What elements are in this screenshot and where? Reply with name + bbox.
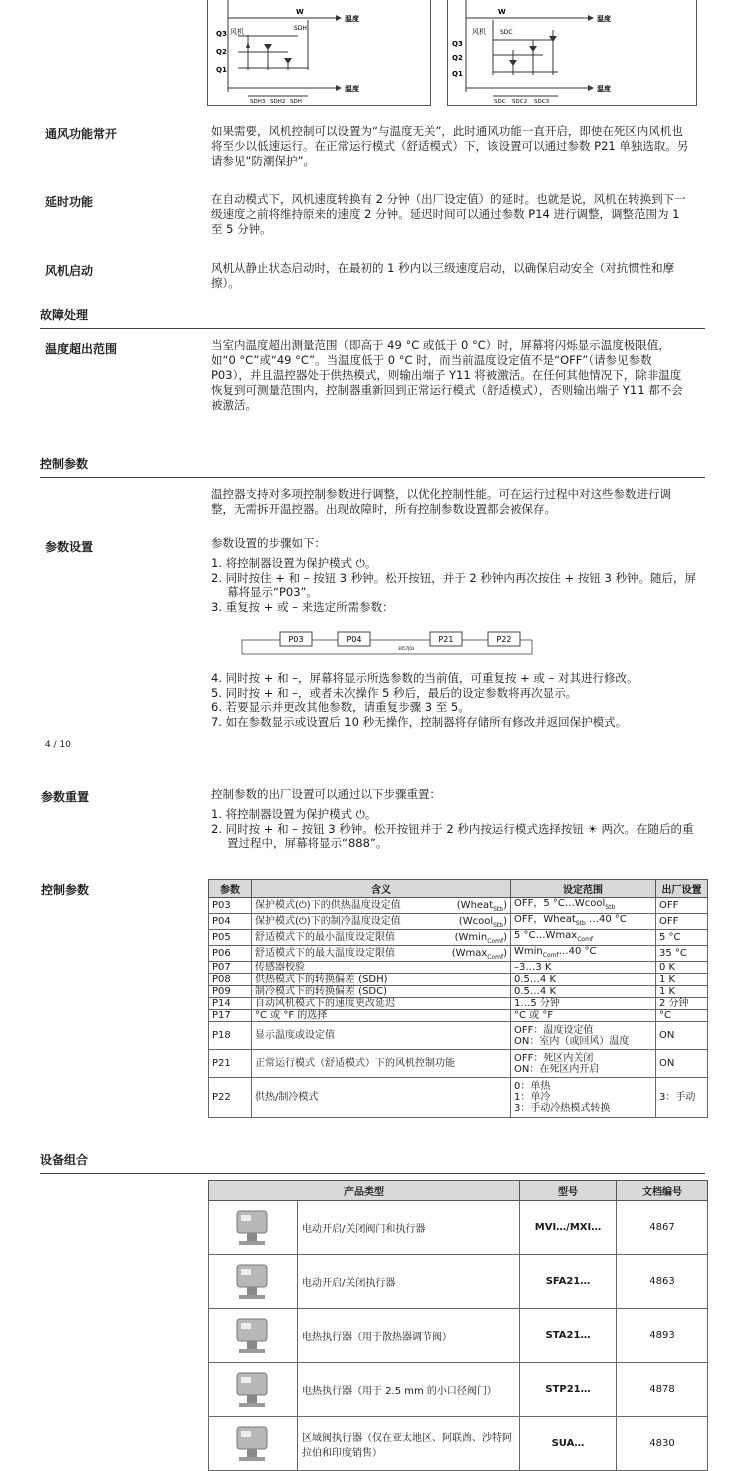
range-main: °C 或 °F: [514, 1010, 554, 1021]
ptable-cell-range: [511, 914, 656, 930]
ptable-p21-range-2: ON：在死区内开启: [514, 1063, 600, 1075]
param-table: [208, 879, 708, 1118]
dtable-h-type: 产品类型: [209, 1181, 520, 1201]
range-sub: Stb: [605, 904, 616, 911]
ventilation-label: 通风功能常开: [45, 127, 118, 141]
fault-heading: 故障处理: [40, 306, 705, 329]
table-row: [209, 998, 708, 1010]
ptable-cell-factory: [656, 974, 708, 986]
heating-q1: Q1: [216, 66, 227, 74]
param-meaning: 自动风机模式下的速度更改延迟: [255, 998, 395, 1009]
param-id: P06: [212, 948, 231, 959]
table-row: [209, 1363, 708, 1417]
fanstart-label: 风机启动: [45, 264, 94, 278]
zone-valve-actuator-icon: [209, 1417, 298, 1471]
paramset-step-6: 6. 若要显示并更改其他参数，请重复步骤 3 至 5。: [211, 700, 470, 714]
table-row: [209, 930, 708, 946]
param-id: P17: [212, 1010, 231, 1021]
ptable-p22-range-1: 0：单热: [514, 1081, 551, 1092]
ptable-cell-factory: [656, 962, 708, 974]
table-row: [209, 962, 708, 974]
delay-label: 延时功能: [45, 195, 94, 209]
cooling-temp-label: 温度: [597, 15, 611, 23]
range-main: 1…5 分钟: [514, 998, 560, 1009]
table-row: [209, 1010, 708, 1022]
cooling-fan-label: 风机: [472, 28, 486, 36]
paramtable-label: 控制参数: [41, 883, 90, 897]
factory-value: 0 K: [659, 962, 676, 973]
param-meaning: 制冷模式下的转换偏差 (SDC): [255, 986, 388, 997]
table-row: [209, 986, 708, 998]
ptable-cell-meaning: [252, 974, 511, 986]
paramset-intro: 参数设置的步骤如下：: [211, 536, 326, 550]
ptable-cell-meaning: [252, 1010, 511, 1022]
page-number: 4 / 10: [45, 740, 71, 750]
cycle-p21: P21: [438, 635, 454, 644]
ptable-cell-id: [209, 1010, 252, 1022]
param-meaning: 舒适模式下的最小温度设定限值: [255, 932, 395, 943]
device-model: MVI…/MXI…: [520, 1201, 617, 1255]
ptable-p22-id: P22: [209, 1078, 252, 1118]
device-model: SUA…: [520, 1417, 617, 1471]
ptable-cell-factory: [656, 946, 708, 962]
ctrlparams-text: 温控器支持对多项控制参数进行调整，以优化控制性能。可在运行过程中对这些参数进行调整，无需拆开温控器。出现故障时，所有控制参数设置都会被保存。: [211, 487, 671, 516]
range-end: …40 °C: [585, 914, 627, 925]
device-table: [208, 1180, 708, 1471]
paramset-label: 参数设置: [45, 540, 94, 554]
cycle-p04: P04: [346, 635, 362, 644]
param-id: P09: [212, 986, 231, 997]
table-row: [209, 974, 708, 986]
cooling-q1: Q1: [452, 70, 463, 78]
ptable-p21-meaning: 正常运行模式（舒适模式）下的风机控制功能: [252, 1050, 511, 1078]
ptable-cell-meaning: [252, 898, 511, 914]
param-symbol-main: (Wmax: [451, 948, 488, 959]
reset-step-1: 1. 将控制器设置为保护模式 ⏻。: [211, 807, 377, 821]
ptable-cell-range: [511, 1010, 656, 1022]
cooling-q3: Q3: [452, 40, 463, 48]
ptable-cell-id: [209, 986, 252, 998]
thermal-actuator-small-icon: [209, 1363, 298, 1417]
ctrlparams-heading: 控制参数: [40, 455, 705, 478]
reset-label: 参数重置: [41, 790, 90, 804]
outofrange-text: 当室内温度超出测量范围（即高于 49 °C 或低于 0 °C）时，屏幕将闪烁显示温度极限值，如“0 °C”或“49 °C”。当温度低于 0 °C 时，而当前温度设定值不是“OFF”（请参见参数 P03），并且温控器处于供热模式，则输出端子 Y11 将被激活。在任何其他情况下，除非温度恢复到可测量范围内，控制器重新回到正常运行模式（舒适模式），否则输出端子 Y11 都不会被激活。: [211, 338, 683, 412]
range-sub: Comf: [577, 936, 594, 943]
param-meaning: 供热模式下的转换偏差 (SDH): [255, 974, 388, 985]
cooling-q2: Q2: [452, 54, 463, 62]
table-row: [209, 898, 708, 914]
param-symbol-sub: Stb: [493, 906, 504, 913]
range-sub: Comf: [542, 952, 559, 959]
ptable-cell-range: [511, 946, 656, 962]
ptable-h-param: 参数: [209, 880, 252, 898]
ptable-cell-meaning: [252, 986, 511, 998]
reset-step-2: 2. 同时按 + 和 – 按钮 3 秒钟。松开按钮并于 2 秒内按运行模式选择按钮 ☀ 两次。在随后的重置过程中，屏幕将显示“888”。: [211, 821, 694, 850]
range-main: 0.5…4 K: [514, 986, 557, 997]
fanstart-text: 风机从静止状态启动时，在最初的 1 秒内以三级速度启动，以确保启动安全（对抗惯性和摩擦）。: [211, 261, 675, 290]
ptable-cell-id: [209, 946, 252, 962]
param-id: P04: [212, 916, 231, 927]
table-row: [209, 1309, 708, 1363]
cycle-p03: P03: [288, 635, 304, 644]
dtable-h-model: 型号: [520, 1181, 617, 1201]
param-id: P07: [212, 962, 231, 973]
param-meaning: 保护模式(⏻)下的制冷温度设定值: [255, 916, 401, 927]
ptable-cell-factory: [656, 898, 708, 914]
ptable-p18-range-2: ON：室内（或回风）温度: [514, 1035, 630, 1047]
ptable-cell-factory: [656, 914, 708, 930]
cooling-bottom-3: SDC3: [534, 99, 550, 105]
ptable-cell-id: [209, 962, 252, 974]
ptable-cell-factory: [656, 1010, 708, 1022]
thermal-actuator-icon: [209, 1309, 298, 1363]
factory-value: OFF: [659, 900, 679, 911]
ptable-cell-id: [209, 974, 252, 986]
ptable-cell-meaning: [252, 962, 511, 974]
cycle-p22: P22: [496, 635, 512, 644]
range-end: …40 °C: [558, 946, 597, 957]
param-symbol-sub: Stb: [493, 922, 504, 929]
valve-actuator-icon: [209, 1201, 298, 1255]
delay-text: 在自动模式下，风机速度转换有 2 分钟（出厂设定值）的延时。也就是说，风机在转换到下一级速度之前将维持原来的速度 2 分钟。延迟时间可以通过参数 P14 进行调整，调整范围为 1 至 5 分钟。: [211, 192, 686, 236]
factory-value: 2 分钟: [659, 998, 689, 1009]
paramset-step-7: 7. 如在参数显示或设置后 10 秒无操作，控制器将存储所有修改并返回保护模式。: [211, 714, 628, 729]
range-main: Wmin: [514, 946, 543, 957]
param-symbol-main: (Wcool: [458, 916, 494, 927]
table-row: [209, 1022, 708, 1050]
ptable-p22-meaning: 供热/制冷模式: [252, 1078, 511, 1118]
ventilation-text: 如果需要，风机控制可以设置为“与温度无关”，此时通风功能一直开启，即使在死区内风机也将至少以低速运行。在正常运行模式（舒适模式）下，该设置可以通过参数 P21 单独选取。另请参见“防潮保护”。: [211, 124, 689, 168]
ptable-p22-range-3: 3：手动冷热模式转换: [514, 1103, 611, 1114]
reset-steps: [211, 807, 701, 851]
ptable-p21-range-1: OFF：死区内关闭: [514, 1052, 594, 1064]
ptable-p18-range: [511, 1022, 656, 1050]
heating-diagram-svg: [208, 0, 430, 105]
ptable-cell-factory: [656, 930, 708, 946]
device-doc-number: 4893: [617, 1309, 708, 1363]
param-meaning: °C 或 °F 的选择: [255, 1010, 328, 1021]
factory-value: 1 K: [659, 986, 676, 997]
param-symbol-main: (Wmin: [454, 932, 488, 943]
factory-value: 5 °C: [659, 932, 681, 943]
cooling-temp-label-2: 温度: [597, 85, 611, 93]
cooling-diagram-svg: [448, 0, 696, 105]
outofrange-label: 温度超出范围: [45, 342, 118, 356]
cooling-bottom-2: SDC2: [512, 99, 528, 105]
param-id: P05: [212, 932, 231, 943]
param-symbol-end: ): [503, 916, 507, 927]
table-row: [209, 1050, 708, 1078]
heating-temp-label: 温度: [345, 15, 359, 23]
param-symbol-main: (Wheat: [456, 900, 494, 911]
param-id: P14: [212, 998, 231, 1009]
paramset-step-4: 4. 同时按 + 和 –，屏幕将显示所选参数的当前值，可重复按 + 或 – 对其进行修改。: [211, 671, 639, 685]
ptable-cell-id: [209, 998, 252, 1010]
ptable-cell-factory: [656, 986, 708, 998]
table-row: [209, 946, 708, 962]
heating-bottom-1: SDH3: [250, 99, 266, 105]
ptable-body: [209, 898, 708, 1022]
range-main: OFF，Wheat: [514, 914, 576, 925]
heating-diagram: [207, 0, 431, 106]
param-symbol-end: ): [503, 900, 507, 911]
ptable-cell-range: [511, 962, 656, 974]
cooling-diagram: [447, 0, 697, 106]
device-description: 电热执行器（用于散热器调节阀）: [298, 1309, 520, 1363]
param-symbol-end: ): [503, 932, 507, 943]
paramset-steps: [211, 556, 701, 614]
range-sub: Stb: [575, 920, 586, 927]
paramset-step-3: 3. 重复按 + 或 – 来选定所需参数：: [211, 599, 394, 614]
cooling-bottom-1: SDC: [494, 99, 506, 105]
device-doc-number: 4830: [617, 1417, 708, 1471]
device-description: 电动开启/关闭阀门和执行器: [298, 1201, 520, 1255]
cooling-w: W: [498, 8, 506, 16]
dtable-h-doc: 文档编号: [617, 1181, 708, 1201]
ptable-cell-id: [209, 914, 252, 930]
ptable-p21-id: P21: [209, 1050, 252, 1078]
dtable-body: [209, 1201, 708, 1471]
factory-value: 1 K: [659, 974, 676, 985]
param-id: P03: [212, 900, 231, 911]
ptable-p18-factory: ON: [656, 1022, 708, 1050]
heating-bottom-2: SDH2: [270, 99, 286, 105]
factory-value: °C: [659, 1010, 671, 1021]
device-description: 电热执行器（用于 2.5 mm 的小口径阀门）: [298, 1363, 520, 1417]
heating-sdh: SDH: [294, 25, 307, 32]
devices-heading: 设备组合: [40, 1151, 705, 1174]
ptable-cell-factory: [656, 998, 708, 1010]
ptable-p22-range: [511, 1078, 656, 1118]
table-row: [209, 914, 708, 930]
ptable-p22-range-2: 1：单冷: [514, 1092, 551, 1103]
ptable-cell-meaning: [252, 930, 511, 946]
heating-temp-label-2: 温度: [345, 85, 359, 93]
device-doc-number: 4863: [617, 1255, 708, 1309]
ptable-cell-range: [511, 974, 656, 986]
param-symbol-sub: Comf: [487, 954, 504, 961]
factory-value: 35 °C: [659, 948, 687, 959]
table-row: [209, 1078, 708, 1118]
range-main: OFF，5 °C…Wcool: [514, 898, 606, 909]
paramset-steps-2: [211, 671, 701, 729]
param-meaning: 舒适模式下的最大温度设定限值: [255, 948, 395, 959]
paramset-step-2: 2. 同时按住 + 和 – 按钮 3 秒钟。松开按钮，并于 2 秒钟内再次按住 + 按钮 3 秒钟。随后，屏幕将显示“P03”。: [211, 570, 696, 599]
device-description: 电动开启/关闭执行器: [298, 1255, 520, 1309]
cycle-code: 3057J03: [398, 646, 415, 651]
ptable-p22-factory: 3：手动: [656, 1078, 708, 1118]
ptable-cell-range: [511, 930, 656, 946]
param-id: P08: [212, 974, 231, 985]
heating-q3: Q3: [216, 30, 227, 38]
ptable-p18-meaning: 显示温度或设定值: [252, 1022, 511, 1050]
ptable-cell-range: [511, 998, 656, 1010]
heating-fan-label: 风机: [230, 28, 244, 36]
param-cycle-diagram: [240, 627, 560, 657]
ptable-p21-range: [511, 1050, 656, 1078]
ptable-h-meaning: 含义: [252, 880, 511, 898]
ptable-cell-meaning: [252, 914, 511, 930]
ptable-cell-id: [209, 930, 252, 946]
paramset-step-5: 5. 同时按 + 和 –，或者未次操作 5 秒后，最后的设定参数将再次显示。: [211, 685, 578, 700]
table-row: [209, 1201, 708, 1255]
ptable-cell-meaning: [252, 998, 511, 1010]
table-row: [209, 1255, 708, 1309]
range-main: –3…3 K: [514, 962, 552, 973]
paramset-step-1: 1. 将控制器设置为保护模式 ⏻。: [211, 556, 377, 570]
device-model: STA21…: [520, 1309, 617, 1363]
ptable-p18-range-1: OFF：温度设定值: [514, 1024, 594, 1036]
ptable-p21-factory: ON: [656, 1050, 708, 1078]
device-model: STP21…: [520, 1363, 617, 1417]
param-meaning: 保护模式(⏻)下的供热温度设定值: [255, 900, 401, 911]
heating-q2: Q2: [216, 48, 227, 56]
ptable-cell-id: [209, 898, 252, 914]
ptable-cell-meaning: [252, 946, 511, 962]
ptable-h-factory: 出厂设置: [656, 880, 708, 898]
param-meaning: 传感器校验: [255, 962, 305, 973]
device-model: SFA21…: [520, 1255, 617, 1309]
heating-w: W: [296, 8, 304, 16]
param-symbol-end: ): [503, 948, 507, 959]
actuator-icon: [209, 1255, 298, 1309]
ptable-h-range: 设定范围: [511, 880, 656, 898]
param-symbol-sub: Comf: [487, 938, 504, 945]
ptable-p18-id: P18: [209, 1022, 252, 1050]
device-description: 区域阀执行器（仅在亚太地区、阿联酋、沙特阿拉伯和印度销售）: [298, 1417, 520, 1471]
ptable-cell-range: [511, 986, 656, 998]
device-doc-number: 4867: [617, 1201, 708, 1255]
device-doc-number: 4878: [617, 1363, 708, 1417]
factory-value: OFF: [659, 916, 679, 927]
range-main: 5 °C…Wmax: [514, 930, 578, 941]
range-main: 0.5…4 K: [514, 974, 557, 985]
heating-bottom-3: SDH: [290, 99, 302, 105]
reset-intro: 控制参数的出厂设置可以通过以下步骤重置：: [211, 787, 441, 801]
table-row: [209, 1417, 708, 1471]
cooling-sdc: SDC: [500, 29, 513, 36]
ptable-cell-range: [511, 898, 656, 914]
